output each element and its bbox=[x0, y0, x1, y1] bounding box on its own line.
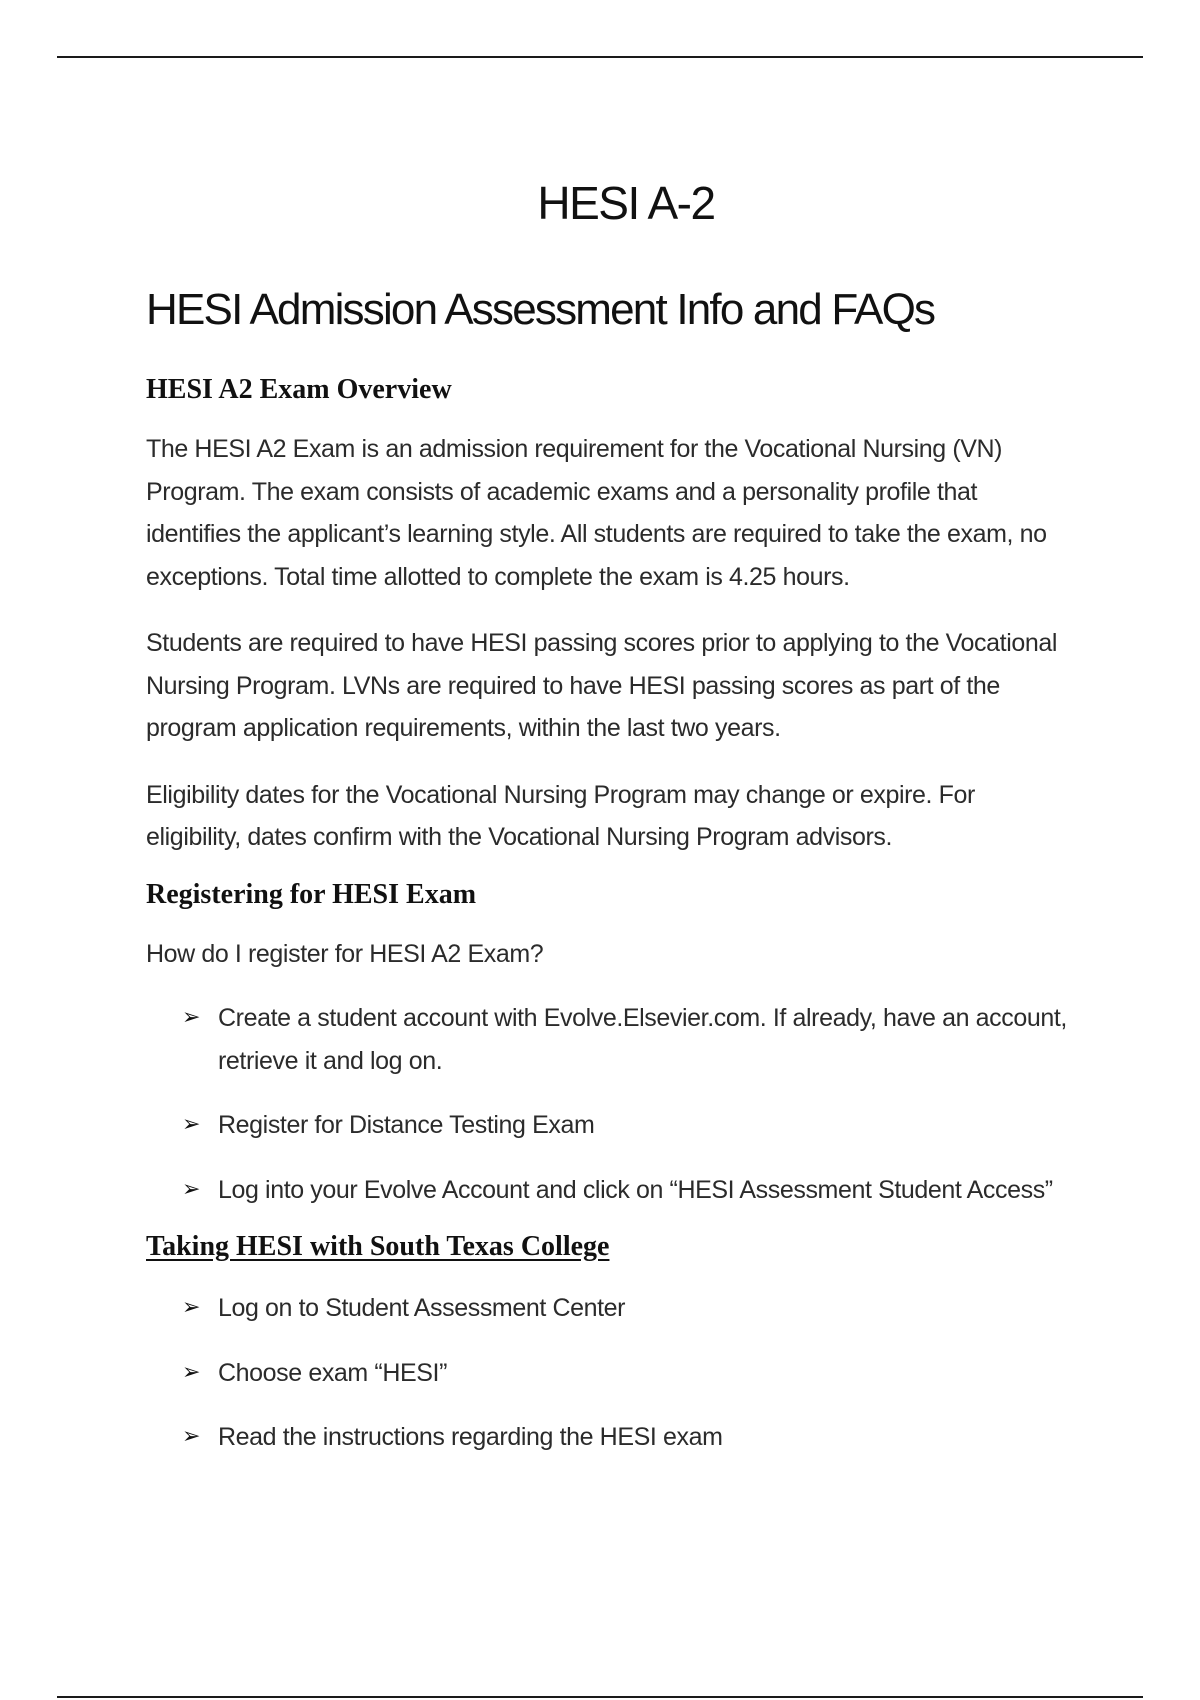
list-item-text: Choose exam “HESI” bbox=[218, 1358, 447, 1387]
list-item-text: Log on to Student Assessment Center bbox=[218, 1294, 626, 1322]
arrowhead-bullet-icon: ➢ bbox=[182, 1359, 201, 1385]
list-item bbox=[146, 1104, 1076, 1147]
arrowhead-bullet-icon: ➢ bbox=[182, 1112, 201, 1137]
registering-heading: Registering for HESI Exam bbox=[146, 878, 477, 910]
overview-heading: HESI A2 Exam Overview bbox=[146, 374, 452, 405]
list-item bbox=[146, 1352, 1076, 1395]
document-subtitle: HESI Admission Assessment Info and FAQs bbox=[146, 285, 935, 334]
list-item bbox=[146, 1287, 1076, 1330]
list-item-text: Read the instructions regarding the HESI exam bbox=[218, 1423, 723, 1451]
header-rule bbox=[57, 56, 1143, 58]
overview-paragraph-1: The HESI A2 Exam is an admission requirement for the Vocational Nursing (VN) Program. The exam consists of academic exams and a personality profile that identifies the applicant’s learning style. All students are required to take the exam, no exceptions. Total time allotted to complete the exam is 4.25 hours. bbox=[146, 435, 1047, 591]
arrowhead-bullet-icon: ➢ bbox=[182, 1005, 201, 1030]
footer-rule bbox=[57, 1696, 1143, 1698]
overview-paragraph-3: Eligibility dates for the Vocational Nursing Program may change or expire. For eligibility, dates confirm with the Vocational Nursing Program advisors. bbox=[146, 780, 975, 851]
overview-paragraph-2: Students are required to have HESI passing scores prior to applying to the Vocational Nursing Program. LVNs are required to have HESI passing scores as part of the program application requirements, within the last two years. bbox=[146, 629, 1058, 742]
list-item bbox=[146, 1416, 1076, 1459]
list-item-text: Create a student account with Evolve.Elsevier.com. If already, have an account, retrieve it and log on. bbox=[218, 1004, 1067, 1075]
list-item bbox=[146, 997, 1076, 1082]
document-title: HESI A-2 bbox=[537, 177, 715, 229]
list-item-text: Register for Distance Testing Exam bbox=[218, 1111, 595, 1139]
overview-section bbox=[146, 372, 1076, 859]
arrowhead-bullet-icon: ➢ bbox=[182, 1176, 201, 1202]
list-item bbox=[146, 1169, 1076, 1212]
arrowhead-bullet-icon: ➢ bbox=[182, 1295, 201, 1320]
arrowhead-bullet-icon: ➢ bbox=[182, 1424, 201, 1449]
taking-steps-list bbox=[146, 1287, 1076, 1459]
register-question: How do I register for HESI A2 Exam? bbox=[146, 939, 544, 968]
taking-heading: Taking HESI with South Texas College bbox=[146, 1231, 610, 1262]
taking-section bbox=[146, 1229, 1076, 1459]
registering-steps-list bbox=[146, 997, 1076, 1211]
registering-section bbox=[146, 877, 1076, 1212]
list-item-text: Log into your Evolve Account and click on “HESI Assessment Student Access” bbox=[218, 1175, 1053, 1204]
document-page bbox=[146, 170, 1076, 1459]
